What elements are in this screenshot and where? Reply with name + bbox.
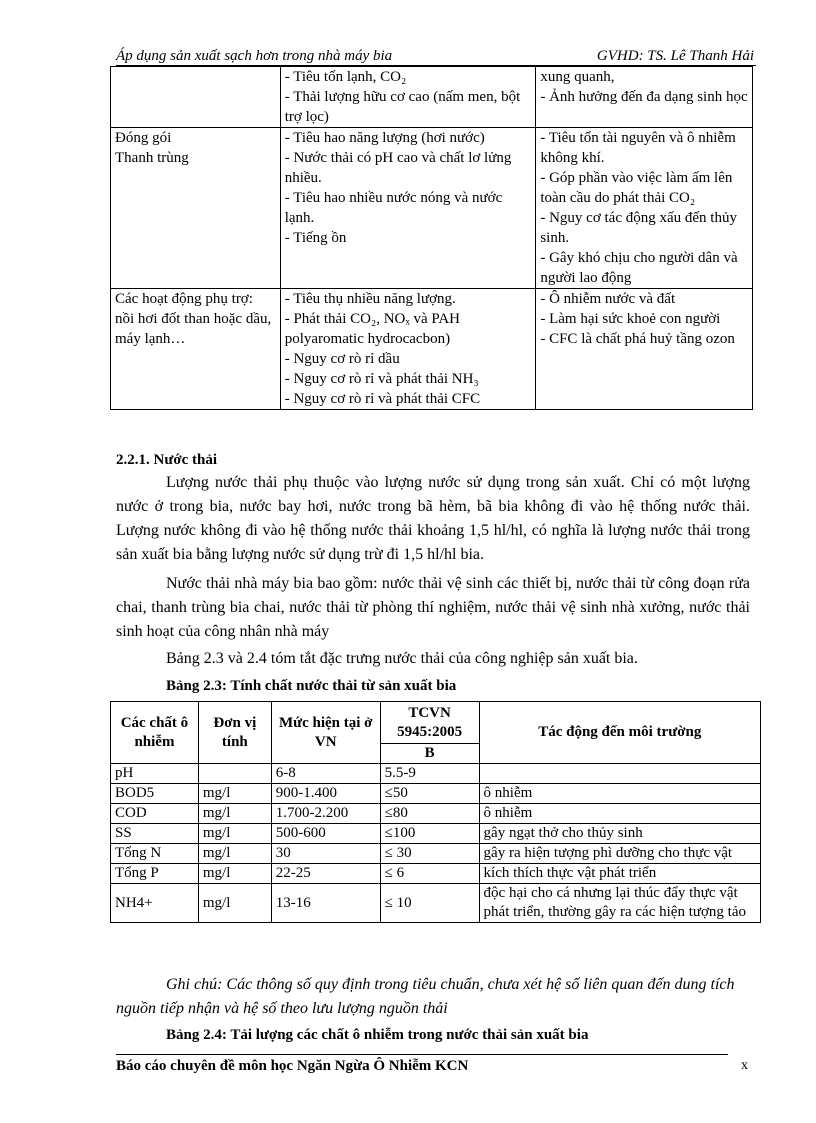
cell-issues xyxy=(280,289,536,410)
cell-impacts xyxy=(536,128,753,289)
cell-current: 22-25 xyxy=(271,864,380,884)
section-title: 2.2.1. Nước thải xyxy=(116,452,218,468)
cell-standard: ≤50 xyxy=(380,784,479,804)
cell-line: - Ảnh hưởng đến đa dạng sinh học xyxy=(540,89,748,105)
cell-impact xyxy=(479,764,760,784)
cell-impacts xyxy=(536,67,753,128)
impact-table-continuation xyxy=(110,66,753,410)
cell-current: 30 xyxy=(271,844,380,864)
cell-unit: mg/l xyxy=(198,884,271,923)
page-header xyxy=(116,48,754,66)
cell-standard: ≤ 30 xyxy=(380,844,479,864)
cell-pollutant: Tổng P xyxy=(111,864,199,884)
cell-current: 6-8 xyxy=(271,764,380,784)
table-row xyxy=(111,864,761,884)
cell-line: - Góp phần vào việc làm ấm lên toàn cầu do phát thải CO₂ xyxy=(540,170,733,206)
paragraph-3: Bảng 2.3 và 2.4 tóm tắt đặc trưng nước thải của công nghiệp sản xuất bia. xyxy=(166,650,638,667)
cell-unit: mg/l xyxy=(198,784,271,804)
cell-standard: ≤100 xyxy=(380,824,479,844)
cell-unit xyxy=(198,764,271,784)
cell-standard: ≤ 10 xyxy=(380,884,479,923)
table-row xyxy=(111,804,761,824)
table-row xyxy=(111,884,761,923)
cell-line: - CFC là chất phá huỷ tầng ozon xyxy=(540,331,735,347)
cell-pollutant: pH xyxy=(111,764,199,784)
cell-issues xyxy=(280,67,536,128)
cell-line: Đóng gói xyxy=(115,130,172,146)
table-row xyxy=(111,289,753,410)
col-standard: TCVN 5945:2005 xyxy=(380,702,479,744)
cell-line: - Tiêu hao năng lượng (hơi nước) xyxy=(284,130,485,146)
cell-unit: mg/l xyxy=(198,824,271,844)
cell-issues xyxy=(280,128,536,289)
cell-impact: gây ngạt thở cho thủy sinh xyxy=(479,824,760,844)
cell-pollutant: BOD5 xyxy=(111,784,199,804)
cell-stage xyxy=(111,67,281,128)
col-standard-sub: B xyxy=(380,744,479,764)
cell-standard: 5.5-9 xyxy=(380,764,479,784)
cell-line: Thanh trùng xyxy=(115,150,189,166)
col-current: Mức hiện tại ở VN xyxy=(271,702,380,764)
cell-current: 500-600 xyxy=(271,824,380,844)
cell-impact: kích thích thực vật phát triển xyxy=(479,864,760,884)
cell-unit: mg/l xyxy=(198,804,271,824)
cell-line: - Ô nhiễm nước và đất xyxy=(540,291,676,307)
cell-standard: ≤ 6 xyxy=(380,864,479,884)
table-row xyxy=(111,844,761,864)
cell-line: - Nguy cơ rò rỉ và phát thải CFC xyxy=(284,391,481,407)
cell-line: - Phát thải CO₂, NOₓ và PAH polyaromatic hydrocacbon) xyxy=(284,311,460,347)
wastewater-table xyxy=(110,701,761,923)
cell-current: 13-16 xyxy=(271,884,380,923)
header-title: Áp dụng sản xuất sạch hơn trong nhà máy bia xyxy=(116,48,393,64)
cell-line: - Nước thải có pH cao và chất lơ lửng nhiều. xyxy=(284,150,512,186)
cell-unit: mg/l xyxy=(198,844,271,864)
footer-rule xyxy=(116,1054,728,1055)
col-impact: Tác động đến môi trường xyxy=(479,702,760,764)
header-supervisor: GVHD: TS. Lê Thanh Hải xyxy=(596,48,754,64)
cell-unit: mg/l xyxy=(198,864,271,884)
cell-line: - Tiêu hao nhiều nước nóng và nước lạnh. xyxy=(284,190,503,226)
cell-pollutant: Tổng N xyxy=(111,844,199,864)
cell-line: - Gây khó chịu cho người dân và người lao động xyxy=(540,250,738,286)
cell-line: - Thải lượng hữu cơ cao (nấm men, bột trợ lọc) xyxy=(284,89,521,125)
cell-standard: ≤80 xyxy=(380,804,479,824)
cell-current: 900-1.400 xyxy=(271,784,380,804)
paragraph-1: Lượng nước thải phụ thuộc vào lượng nước sử dụng trong sản xuất. Chỉ có một lượng nước ở trong bia, nước bay hơi, nước trong bã hèm, bã bia không đi vào hệ thống nước thải. Lượng nước không đi vào hệ thống nước thải khoảng 1,5 hl/hl, có nghĩa là lượng nước thải trong sản xuất bia bằng lượng nước sử dụng trừ đi 1,5 hl/hl bia. xyxy=(116,474,750,563)
cell-impacts xyxy=(536,289,753,410)
table-row xyxy=(111,67,753,128)
col-unit: Đơn vị tính xyxy=(198,702,271,764)
cell-line: - Nguy cơ rò rỉ và phát thải NH₃ xyxy=(284,371,479,387)
cell-current: 1.700-2.200 xyxy=(271,804,380,824)
footer-text: Báo cáo chuyên đề môn học Ngăn Ngừa Ô Nhiễm KCN xyxy=(116,1058,469,1074)
page-number: x xyxy=(741,1058,748,1073)
cell-pollutant: COD xyxy=(111,804,199,824)
cell-line: - Tiêu tốn lạnh, CO₂ xyxy=(284,69,407,85)
cell-pollutant: SS xyxy=(111,824,199,844)
cell-impact: ô nhiễm xyxy=(479,784,760,804)
table-row xyxy=(111,784,761,804)
table-caption-2-3: Bảng 2.3: Tính chất nước thải từ sản xuất bia xyxy=(166,678,457,694)
cell-line: - Tiêu tốn tài nguyên và ô nhiễm không khí. xyxy=(540,130,736,166)
cell-line: Các hoạt động phụ trợ: nồi hơi đốt than hoặc dầu, máy lạnh… xyxy=(115,291,272,347)
cell-line: - Nguy cơ rò rỉ dầu xyxy=(284,351,400,367)
table-caption-2-4: Bảng 2.4: Tải lượng các chất ô nhiễm trong nước thải sản xuất bia xyxy=(166,1027,589,1043)
cell-line: - Làm hại sức khoẻ con người xyxy=(540,311,721,327)
cell-pollutant: NH4+ xyxy=(111,884,199,923)
cell-impact: độc hại cho cá nhưng lại thúc đẩy thực vật phát triển, thường gây ra các hiện tượng tảo xyxy=(479,884,760,923)
table-row xyxy=(111,824,761,844)
cell-line: - Nguy cơ tác động xấu đến thủy sinh. xyxy=(540,210,737,246)
cell-stage xyxy=(111,289,281,410)
cell-line: xung quanh, xyxy=(540,69,615,85)
col-pollutant: Các chất ô nhiễm xyxy=(111,702,199,764)
table-row xyxy=(111,128,753,289)
cell-line: - Tiếng ồn xyxy=(284,230,347,246)
cell-line: - Tiêu thụ nhiều năng lượng. xyxy=(284,291,456,307)
table-row xyxy=(111,764,761,784)
table-note: Ghi chú: Các thông số quy định trong tiêu chuẩn, chưa xét hệ số liên quan đến dung tích nguồn tiếp nhận và hệ số theo lưu lượng nguồn thải xyxy=(116,976,735,1017)
cell-impact: gây ra hiện tượng phì dưỡng cho thực vật xyxy=(479,844,760,864)
cell-stage xyxy=(111,128,281,289)
paragraph-2: Nước thải nhà máy bia bao gồm: nước thải vệ sinh các thiết bị, nước thải từ công đoạn rửa chai, thanh trùng bia chai, nước thải từ phòng thí nghiệm, nước thải vệ sinh nhà xưởng, nước thải sinh hoạt của công nhân nhà máy xyxy=(116,575,750,640)
cell-impact: ô nhiễm xyxy=(479,804,760,824)
